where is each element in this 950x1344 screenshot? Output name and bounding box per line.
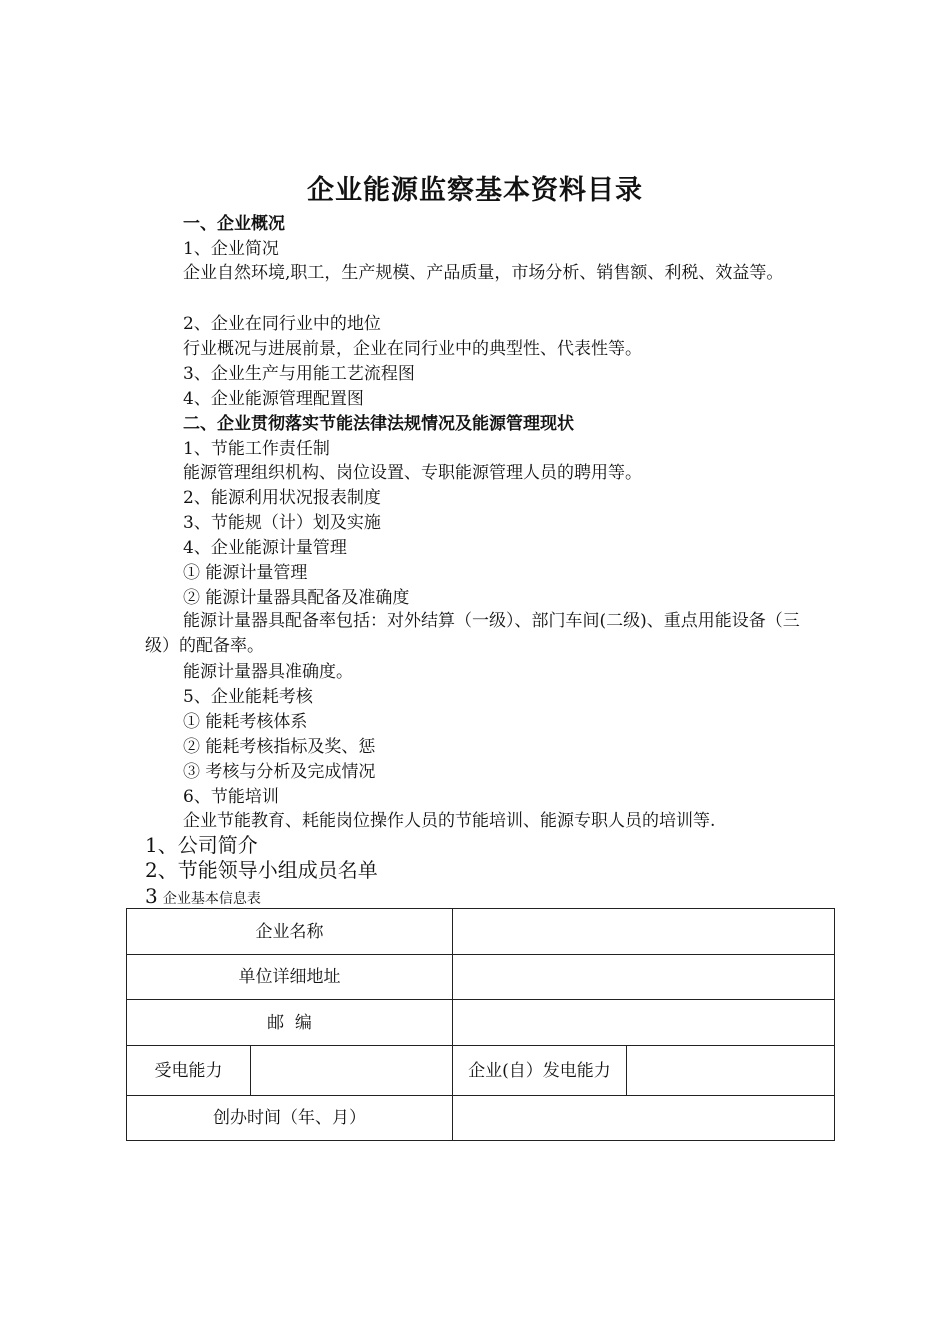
section-1-heading: 一、企业概况	[183, 214, 285, 234]
section-2-item-6: 6、节能培训	[183, 787, 279, 807]
table-row	[127, 955, 835, 1000]
self-generation-label: 企业(自）发电能力	[453, 1046, 627, 1096]
address-label: 单位详细地址	[127, 955, 453, 1000]
page-title: 企业能源监察基本资料目录	[307, 175, 643, 206]
section-2-item-5-sub-2: ② 能耗考核指标及奖、惩	[183, 737, 376, 757]
table-row	[127, 1000, 835, 1046]
postcode-label: 邮 编	[127, 1000, 453, 1046]
company-name-label: 企业名称	[127, 909, 453, 955]
section-1-item-2-desc: 行业概况与进展前景，企业在同行业中的典型性、代表性等。	[183, 339, 642, 359]
section-2-item-2: 2、能源利用状况报表制度	[183, 488, 381, 508]
power-receiving-value[interactable]	[251, 1046, 453, 1096]
postcode-value[interactable]	[453, 1000, 835, 1046]
section-1-item-4: 4、企业能源管理配置图	[183, 389, 364, 409]
table-row	[127, 909, 835, 955]
section-2-heading: 二、企业贯彻落实节能法律法规情况及能源管理现状	[183, 414, 574, 434]
address-value[interactable]	[453, 955, 835, 1000]
section-2-item-5-sub-1: ① 能耗考核体系	[183, 712, 308, 732]
company-name-value[interactable]	[453, 909, 835, 955]
table-caption-text: 企业基本信息表	[162, 891, 261, 907]
section-2-item-1: 1、节能工作责任制	[183, 439, 330, 459]
company-info-table	[126, 908, 835, 1141]
section-1-item-3: 3、企业生产与用能工艺流程图	[183, 364, 415, 384]
section-1-item-1: 1、企业简况	[183, 239, 279, 259]
section-2-item-5-sub-3: ③ 考核与分析及完成情况	[183, 762, 376, 782]
founded-value[interactable]	[453, 1096, 835, 1141]
section-2-item-3: 3、节能规（计）划及实施	[183, 513, 381, 533]
founded-label: 创办时间（年、月）	[127, 1096, 453, 1141]
section-2-item-5: 5、企业能耗考核	[183, 687, 313, 707]
section-2-item-6-desc: 企业节能教育、耗能岗位操作人员的节能培训、能源专职人员的培训等.	[183, 811, 716, 831]
section-2-item-4-desc-2: 能源计量器具准确度。	[183, 662, 353, 682]
table-row	[127, 1096, 835, 1141]
table-row	[127, 1046, 835, 1096]
section-2-item-4-sub-2: ② 能源计量器具配备及准确度	[183, 588, 410, 608]
table-caption-number: 3	[145, 884, 158, 908]
section-2-item-4-desc-1: 能源计量器具配备率包括：对外结算（一级）、部门车间(二级)、重点用能设备（三级）的配备率。	[145, 611, 800, 656]
section-2-item-1-desc: 能源管理组织机构、岗位设置、专职能源管理人员的聘用等。	[183, 463, 642, 483]
list-item-leadership-group: 2、节能领导小组成员名单	[145, 858, 378, 882]
section-1-item-1-desc: 企业自然环境,职工，生产规模、产品质量，市场分析、销售额、利税、效益等。	[183, 263, 784, 283]
section-1-item-2: 2、企业在同行业中的地位	[183, 314, 381, 334]
table-caption	[145, 885, 261, 910]
self-generation-value[interactable]	[627, 1046, 835, 1096]
section-2-item-4-sub-1: ① 能源计量管理	[183, 563, 308, 583]
power-receiving-label: 受电能力	[127, 1046, 251, 1096]
section-2-item-4: 4、企业能源计量管理	[183, 538, 347, 558]
list-item-company-profile: 1、公司简介	[145, 833, 258, 857]
